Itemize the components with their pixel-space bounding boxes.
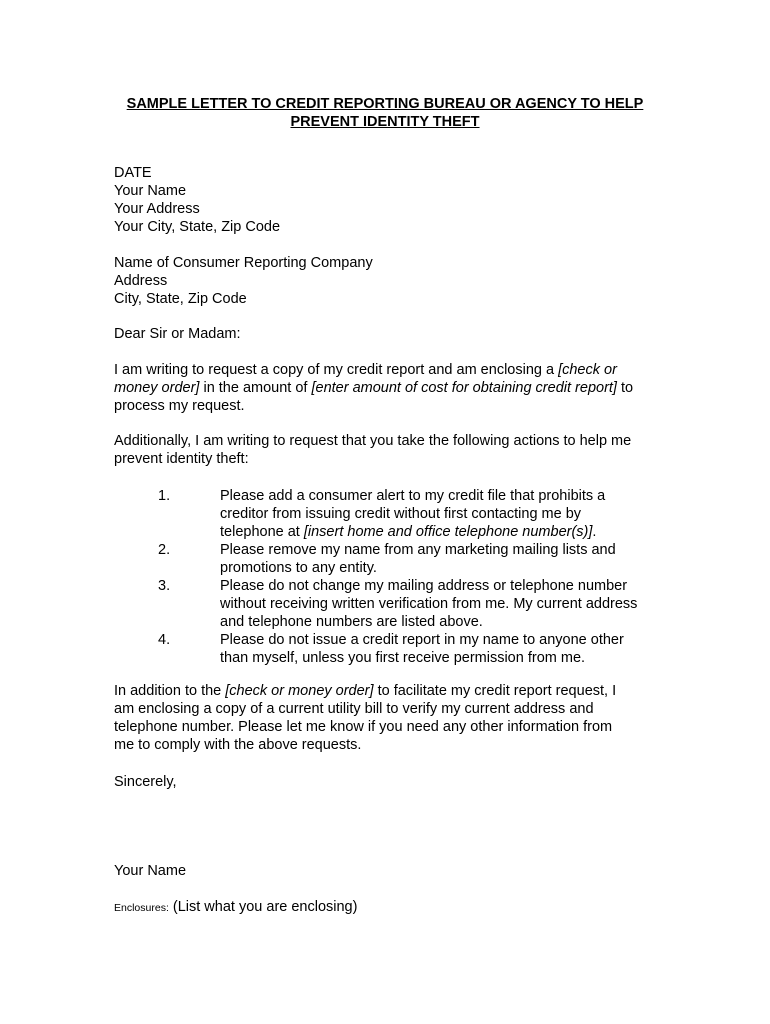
recipient-address: Address: [114, 273, 168, 289]
placeholder-text: [enter amount of cost for obtaining credit report]: [311, 380, 617, 396]
enclosures-label: Enclosures:: [114, 902, 169, 914]
paragraph-enclosing: [114, 682, 670, 754]
list-line: Please add a consumer alert to my credit file that prohibits a: [220, 488, 606, 504]
sender-name: Your Name: [114, 183, 187, 199]
recipient-block: [114, 254, 670, 308]
list-item: [114, 631, 674, 667]
paragraph-line: prevent identity theft:: [114, 451, 249, 467]
recipient-company: Name of Consumer Reporting Company: [114, 255, 373, 271]
sender-city: Your City, State, Zip Code: [114, 219, 281, 235]
list-item: [114, 487, 674, 541]
text-run: In addition to the: [114, 683, 226, 699]
paragraph-line: [114, 361, 670, 379]
sender-address: Your Address: [114, 201, 200, 217]
list-line: creditor from issuing credit without first contacting me by: [220, 506, 582, 522]
list-number: 2.: [158, 542, 171, 558]
title-line-2: PREVENT IDENTITY THEFT: [290, 114, 480, 130]
list-line: than myself, unless you first receive permission from me.: [220, 650, 586, 666]
title-line-1: SAMPLE LETTER TO CREDIT REPORTING BUREAU OR AGENCY TO HELP: [126, 96, 644, 112]
paragraph-line: telephone number. Please let me know if you need any other information from: [114, 719, 613, 735]
recipient-city: City, State, Zip Code: [114, 291, 247, 307]
list-line: [220, 523, 674, 541]
list-line: and telephone numbers are listed above.: [220, 614, 483, 630]
list-item: [114, 577, 674, 631]
enclosures-text: (List what you are enclosing): [168, 899, 358, 915]
paragraph-line: [114, 682, 670, 700]
paragraph-additionally: [114, 432, 670, 468]
placeholder-text: [check or: [558, 362, 617, 378]
paragraph-line: [114, 379, 670, 397]
enclosures: [114, 898, 670, 917]
sender-date: DATE: [114, 165, 152, 181]
paragraph-line: me to comply with the above requests.: [114, 737, 362, 753]
salutation-text: Dear Sir or Madam:: [114, 326, 241, 342]
text-run: to facilitate my credit report request, I: [373, 683, 617, 699]
list-number: 1.: [158, 488, 171, 504]
document-title: [100, 95, 670, 131]
signature: [114, 862, 670, 880]
closing: [114, 773, 670, 791]
text-run: .: [592, 524, 597, 540]
sender-block: [114, 164, 670, 236]
paragraph-line: Additionally, I am writing to request that you take the following actions to help me: [114, 433, 632, 449]
placeholder-text: [check or money order]: [225, 683, 374, 699]
list-line: without receiving written verification from me. My current address: [220, 596, 638, 612]
list-line: Please do not issue a credit report in my name to anyone other: [220, 632, 624, 648]
list-item: [114, 541, 674, 577]
list-number: 3.: [158, 578, 171, 594]
paragraph-line: am enclosing a copy of a current utility bill to verify my current address and: [114, 701, 594, 717]
enclosures-line: [114, 898, 670, 917]
list-line: Please remove my name from any marketing mailing lists and: [220, 542, 616, 558]
paragraph-request: [114, 361, 670, 415]
text-run: I am writing to request a copy of my credit report and am enclosing a: [114, 362, 559, 378]
request-list: [114, 487, 674, 667]
paragraph-line: process my request.: [114, 398, 245, 414]
placeholder-text: money order]: [114, 380, 200, 396]
text-run: telephone at: [220, 524, 304, 540]
text-run: to: [616, 380, 634, 396]
text-run: in the amount of: [199, 380, 312, 396]
signature-name: Your Name: [114, 863, 187, 879]
list-line: Please do not change my mailing address or telephone number: [220, 578, 628, 594]
list-number: 4.: [158, 632, 171, 648]
list-line: promotions to any entity.: [220, 560, 377, 576]
closing-text: Sincerely,: [114, 774, 177, 790]
placeholder-text: [insert home and office telephone number(s)]: [303, 524, 593, 540]
salutation: [114, 325, 670, 343]
